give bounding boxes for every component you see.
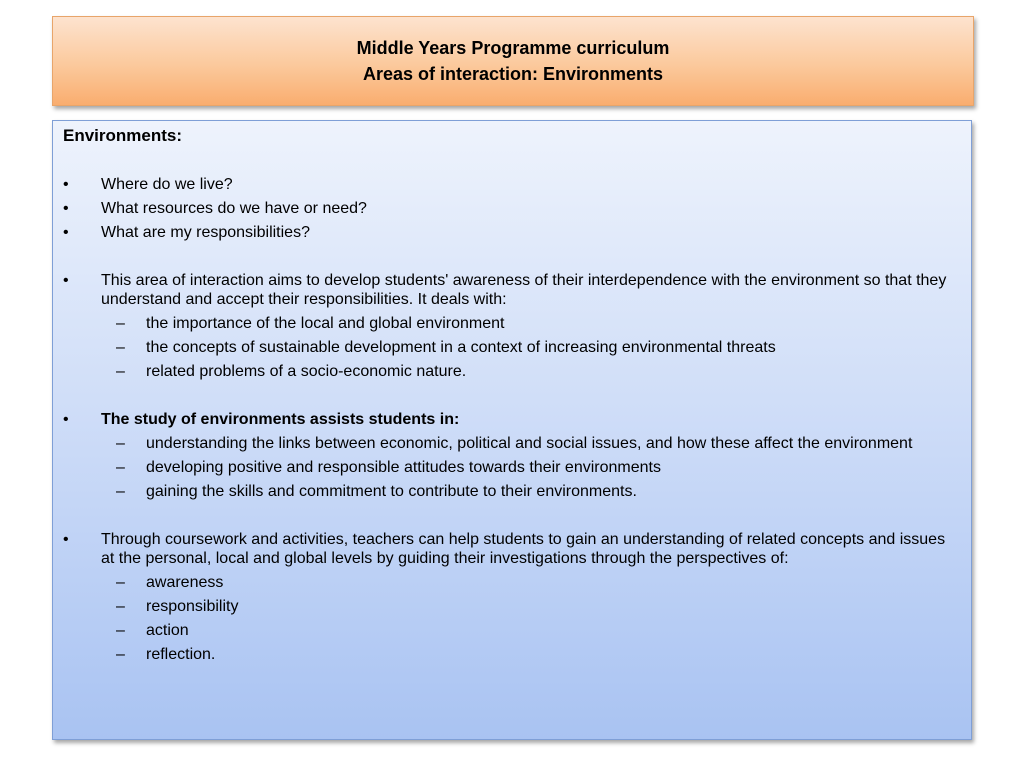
study-text: The study of environments assists students in: <box>101 411 460 428</box>
spacer <box>63 506 961 530</box>
dash-icon: – <box>116 598 125 615</box>
bullet-icon: • <box>63 224 69 241</box>
coursework-subitem <box>63 573 961 592</box>
study-subitem-text: understanding the links between economic, political and social issues, and how these affect the environment <box>146 435 913 452</box>
area-subitem-text: related problems of a socio-economic nature. <box>146 363 467 380</box>
coursework-subitem-text: reflection. <box>146 646 216 663</box>
coursework-subitem-text: responsibility <box>146 598 239 615</box>
dash-icon: – <box>116 315 125 332</box>
coursework-subitem-text: action <box>146 622 189 639</box>
title-box <box>52 16 974 106</box>
study-subitem-text: developing positive and responsible attitudes towards their environments <box>146 459 661 476</box>
area-subitem <box>63 338 961 357</box>
area-subitem <box>63 362 961 381</box>
question-text: What are my responsibilities? <box>101 224 310 241</box>
title-line-1: Middle Years Programme curriculum <box>356 38 670 58</box>
coursework-subitem-text: awareness <box>146 574 224 591</box>
dash-icon: – <box>116 459 125 476</box>
bullet-icon: • <box>63 272 69 289</box>
bullet-icon: • <box>63 200 69 217</box>
dash-icon: – <box>116 622 125 639</box>
dash-icon: – <box>116 646 125 663</box>
bullet-icon: • <box>63 411 69 428</box>
area-subitem <box>63 314 961 333</box>
coursework-paragraph <box>63 530 961 568</box>
question-item <box>63 199 961 218</box>
dash-icon: – <box>116 339 125 356</box>
spacer <box>63 247 961 271</box>
spacer <box>63 386 961 410</box>
area-text: This area of interaction aims to develop students' awareness of their interdependence with the environment so that they understand and accept their responsibilities. It deals with: <box>101 272 947 308</box>
bullet-icon: • <box>63 176 69 193</box>
study-subitem <box>63 482 961 501</box>
study-subitem <box>63 458 961 477</box>
question-text: What resources do we have or need? <box>101 200 367 217</box>
coursework-subitem <box>63 597 961 616</box>
area-paragraph <box>63 271 961 309</box>
question-item <box>63 223 961 242</box>
content-box <box>52 120 972 740</box>
content-heading: Environments: <box>63 126 183 145</box>
dash-icon: – <box>116 363 125 380</box>
question-item <box>63 175 961 194</box>
question-text: Where do we live? <box>101 176 233 193</box>
dash-icon: – <box>116 435 125 452</box>
title-line-2: Areas of interaction: Environments <box>362 64 664 84</box>
dash-icon: – <box>116 483 125 500</box>
coursework-text: Through coursework and activities, teachers can help students to gain an understanding of related concepts and issues at the personal, local and global levels by guiding their investigations through the perspectives of: <box>101 531 946 567</box>
study-subitem <box>63 434 961 453</box>
bullet-icon: • <box>63 531 69 548</box>
coursework-subitem <box>63 621 961 640</box>
area-subitem-text: the importance of the local and global environment <box>146 315 505 332</box>
study-subitem-text: gaining the skills and commitment to contribute to their environments. <box>146 483 637 500</box>
area-subitem-text: the concepts of sustainable development in a context of increasing environmental threats <box>146 339 776 356</box>
study-paragraph <box>63 410 961 429</box>
dash-icon: – <box>116 574 125 591</box>
coursework-subitem <box>63 645 961 664</box>
